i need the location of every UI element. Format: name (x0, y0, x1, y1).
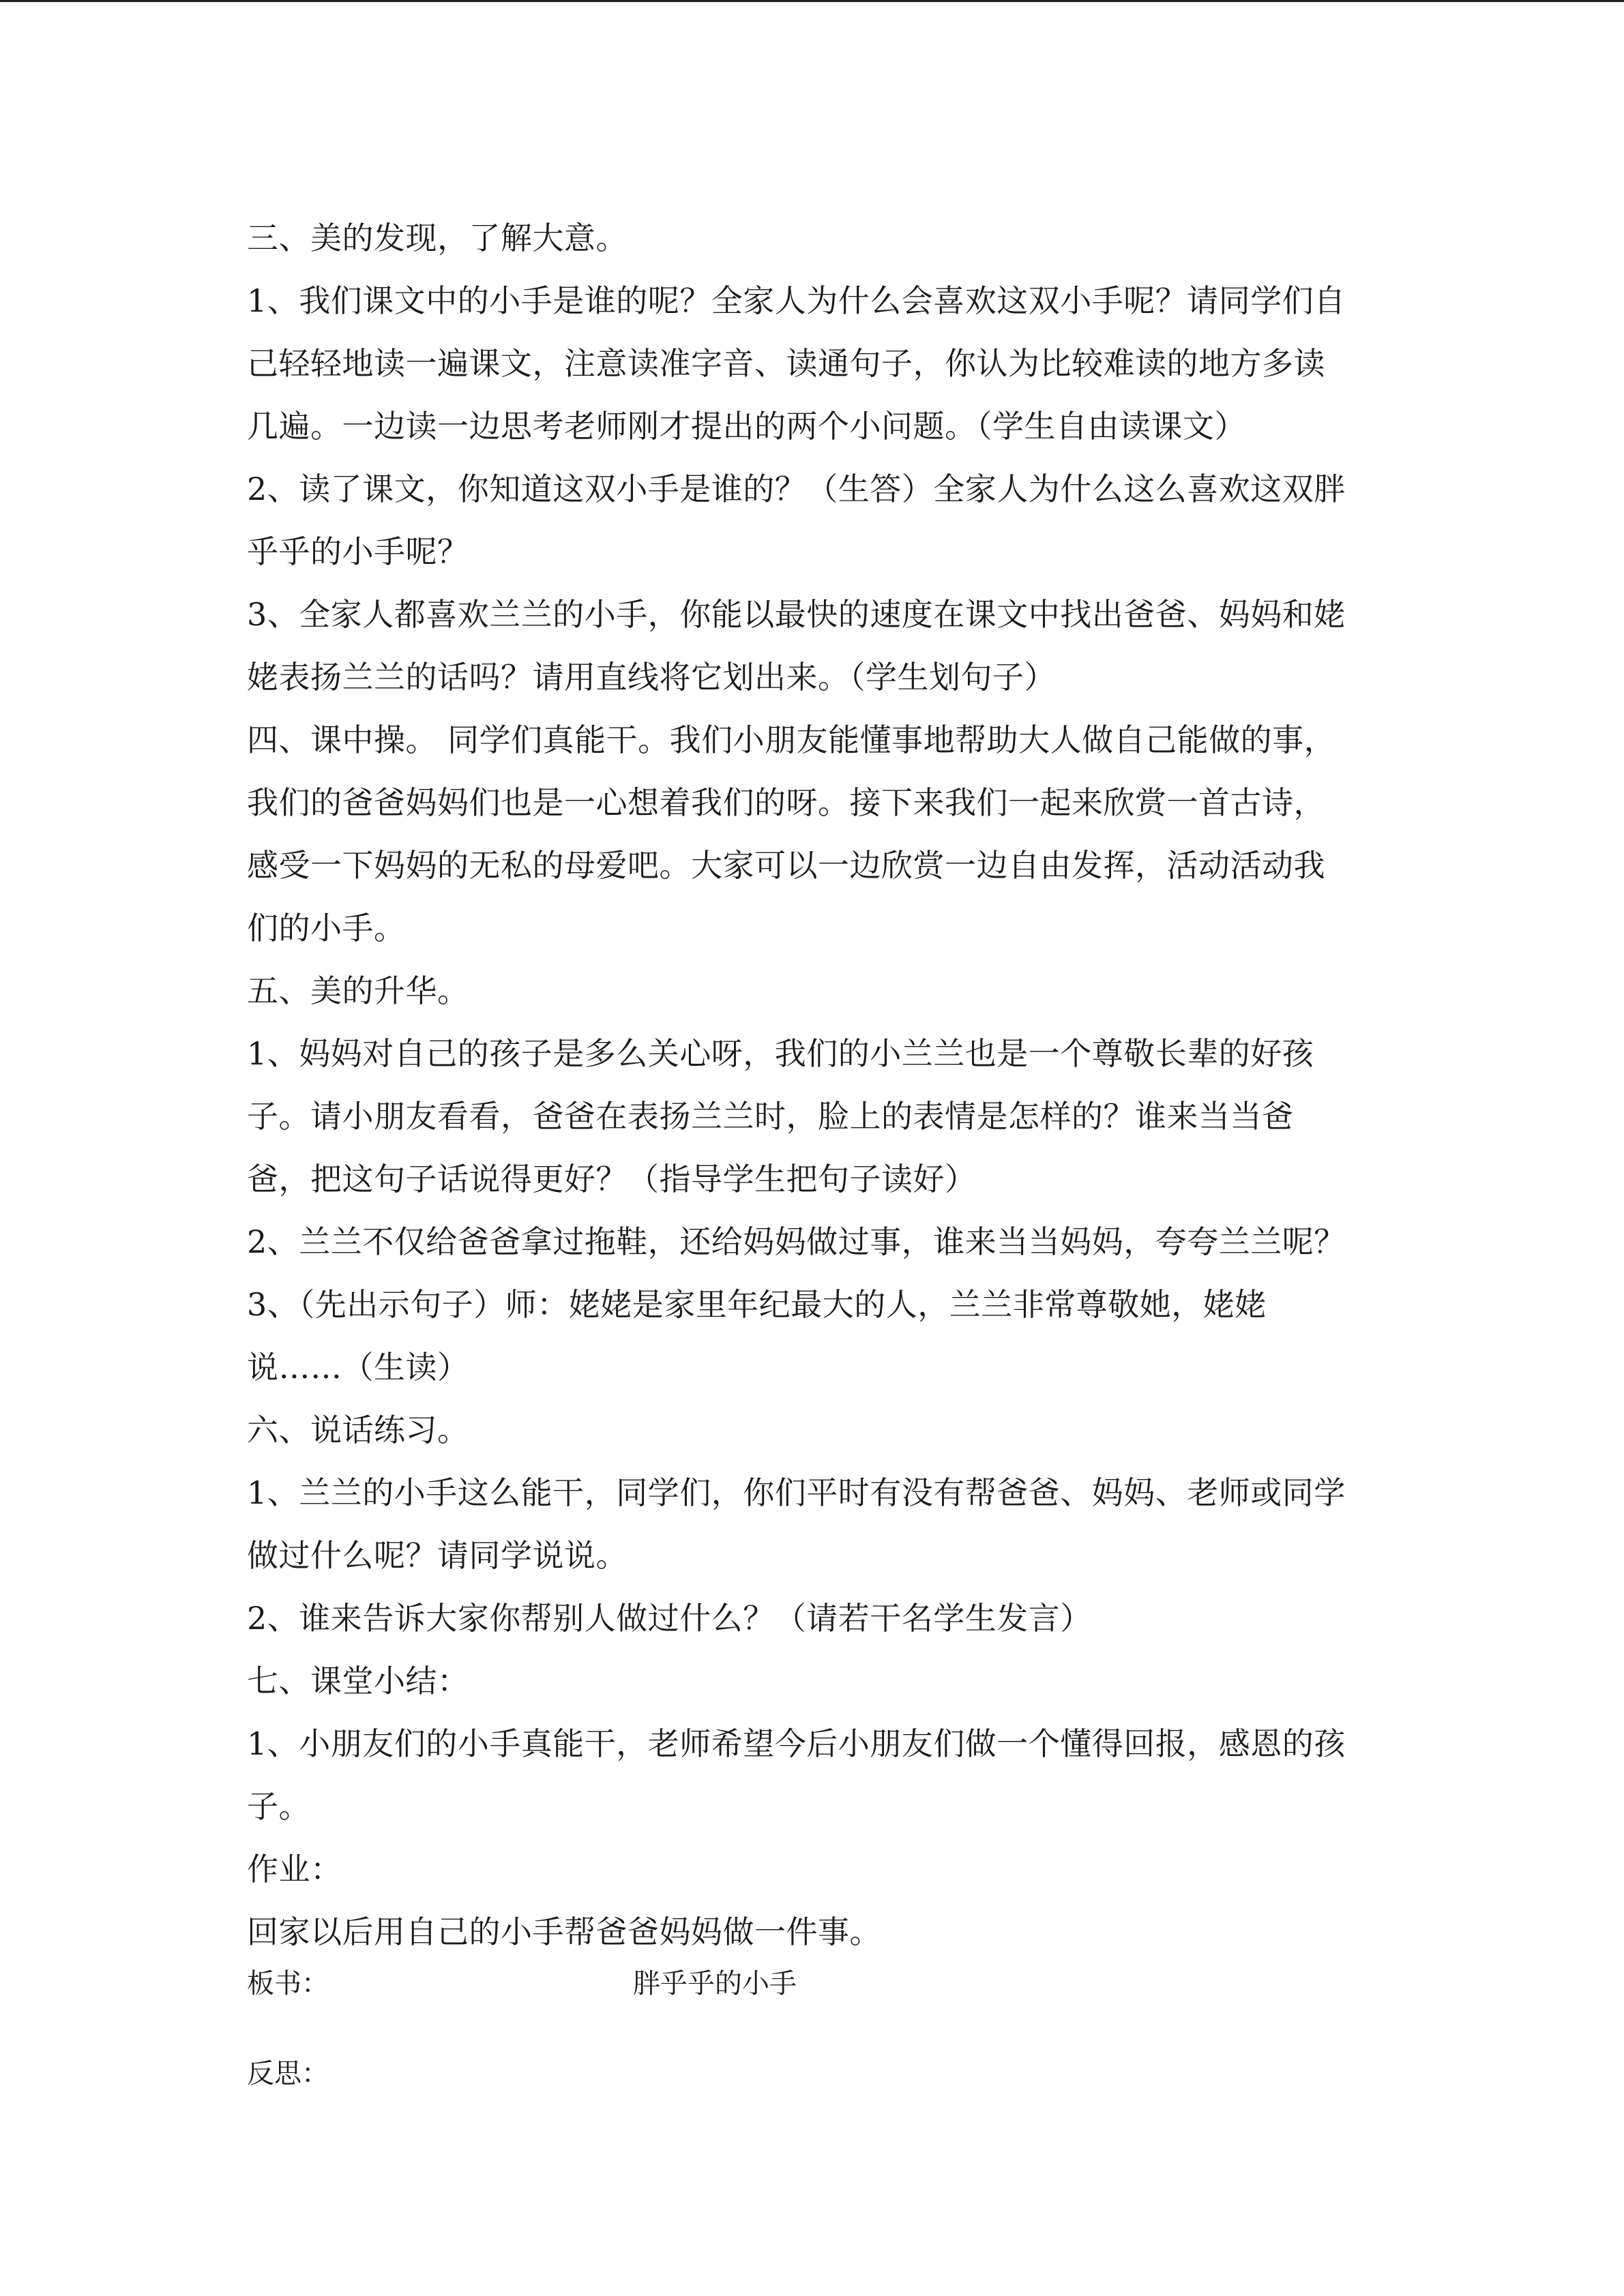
paragraph-line: 2、读了课文，你知道这双小手是谁的？（生答）全家人为什么这么喜欢这双胖 (247, 471, 1346, 507)
paragraph-line: 做过什么呢？请同学说说。 (247, 1537, 628, 1574)
paragraph-line: 我们的爸爸妈妈们也是一心想着我们的呀。接下来我们一起来欣赏一首古诗， (247, 784, 1325, 821)
document-body (247, 207, 1381, 2094)
paragraph-line: 1、我们课文中的小手是谁的呢？全家人为什么会喜欢这双小手呢？请同学们自 (247, 282, 1346, 319)
paragraph-line: 己轻轻地读一遍课文，注意读准字音、读通句子，你认为比较难读的地方多读 (247, 345, 1325, 382)
paragraph-line: 2、兰兰不仅给爸爸拿过拖鞋，还给妈妈做过事，谁来当当妈妈，夸夸兰兰呢？ (247, 1223, 1346, 1260)
paragraph-line: 说……（生读） (247, 1349, 469, 1386)
paragraph-line: 3、全家人都喜欢兰兰的小手，你能以最快的速度在课文中找出爸爸、妈妈和姥 (247, 596, 1346, 633)
board-title: 胖乎乎的小手 (633, 1968, 797, 1999)
paragraph-line: 3、（先出示句子）师：姥姥是家里年纪最大的人，兰兰非常尊敬她，姥姥 (247, 1286, 1267, 1323)
paragraph-line: 四、课中操。 同学们真能干。我们小朋友能懂事地帮助大人做自己能做的事， (247, 721, 1336, 758)
paragraph-line: 乎乎的小手呢？ (247, 533, 469, 570)
paragraph-line: 子。 (247, 1788, 310, 1825)
paragraph-line: 五、美的升华。 (247, 972, 469, 1009)
paragraph-line: 作业： (247, 1851, 342, 1888)
paragraph-line: 子。请小朋友看看，爸爸在表扬兰兰时，脸上的表情是怎样的？谁来当当爸 (247, 1098, 1294, 1135)
paragraph-line: 回家以后用自己的小手帮爸爸妈妈做一件事。 (247, 1913, 881, 1950)
reflection-label: 反思： (247, 2058, 329, 2089)
paragraph-line: 们的小手。 (247, 910, 406, 946)
blackboard-section (247, 1963, 1381, 2004)
paragraph-line: 2、谁来告诉大家你帮别人做过什么？（请若干名学生发言） (247, 1600, 1092, 1637)
paragraph-line: 姥表扬兰兰的话吗？请用直线将它划出来。（学生划句子） (247, 659, 1056, 696)
paragraph-line: 1、小朋友们的小手真能干，老师希望今后小朋友们做一个懂得回报，感恩的孩 (247, 1725, 1346, 1762)
paragraph-line: 七、课堂小结： (247, 1663, 469, 1699)
paragraph-line: 1、妈妈对自己的孩子是多么关心呀，我们的小兰兰也是一个尊敬长辈的好孩 (247, 1035, 1314, 1072)
paragraph-line: 几遍。一边读一边思考老师刚才提出的两个小问题。（学生自由读课文） (247, 408, 1246, 445)
paragraph-line: 感受一下妈妈的无私的母爱吧。大家可以一边欣赏一边自由发挥，活动活动我 (247, 847, 1325, 884)
board-label: 板书： (247, 1968, 329, 1999)
paragraph-line: 1、兰兰的小手这么能干，同学们，你们平时有没有帮爸爸、妈妈、老师或同学 (247, 1474, 1346, 1511)
paragraph-line: 三、美的发现，了解大意。 (247, 220, 628, 256)
paragraph-line: 爸，把这句子话说得更好？（指导学生把句子读好） (247, 1161, 977, 1197)
paragraph-line: 六、说话练习。 (247, 1412, 469, 1448)
spacer (247, 2004, 1381, 2053)
